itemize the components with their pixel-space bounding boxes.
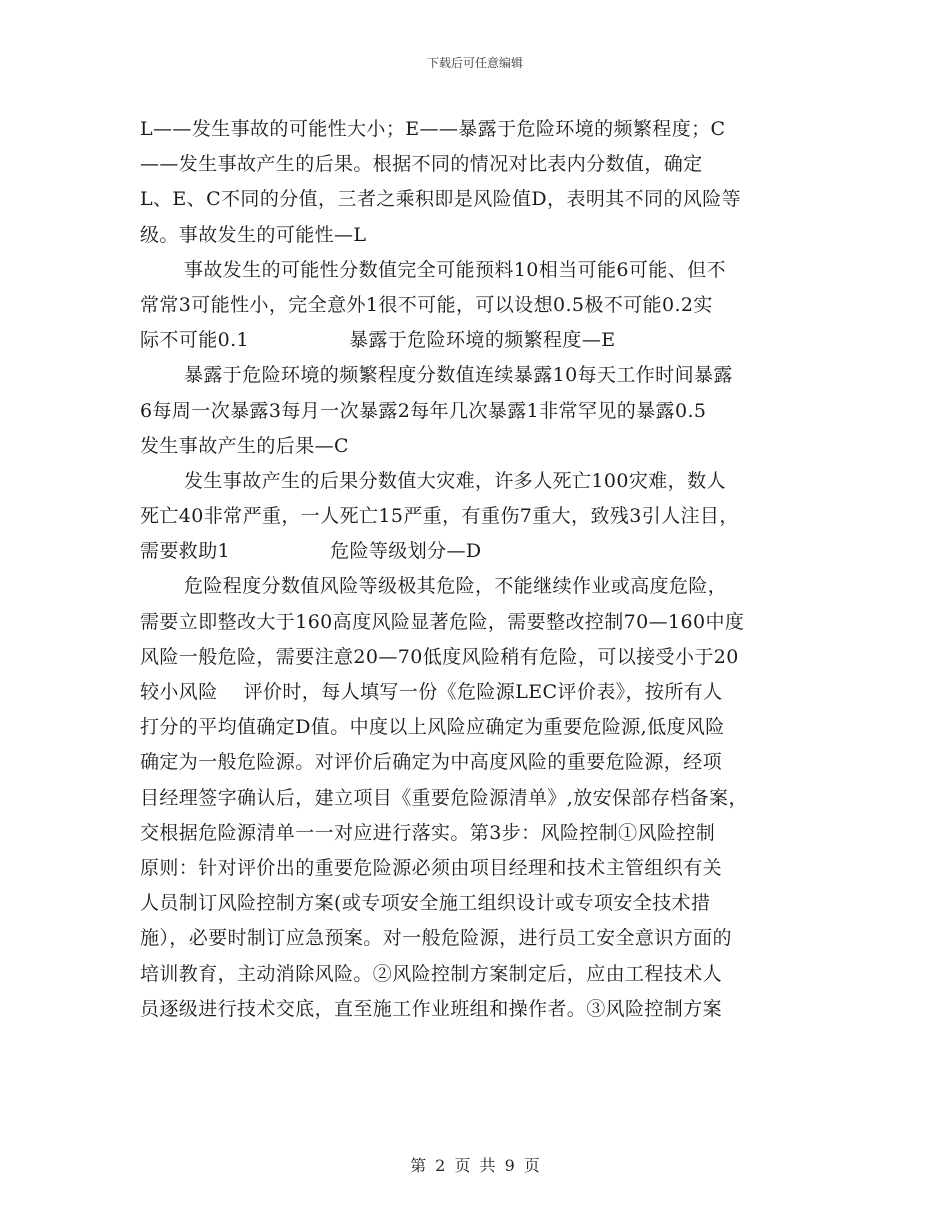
- text-line: [140, 921, 820, 956]
- text-line: [140, 957, 820, 992]
- line-tail-text: 危险等级划分—D: [330, 540, 482, 563]
- text-line: [140, 605, 820, 640]
- line-text: 危险程度分数值风险等级极其危险，不能继续作业或高度危险，: [184, 575, 728, 598]
- line-text: 人员制订风险控制方案(或专项安全施工组织设计或专项安全技术措: [140, 892, 711, 915]
- line-text: 交根据危险源清单一一对应进行落实。第3步：风险控制①风险控制: [140, 821, 716, 844]
- text-line: [140, 640, 820, 675]
- text-line: [140, 394, 820, 429]
- text-line: [140, 147, 820, 182]
- line-text: 需要救助1: [140, 540, 231, 563]
- text-line: [140, 218, 820, 253]
- line-text: 员逐级进行技术交底，直至施工作业班组和操作者。③风险控制方案: [140, 997, 723, 1020]
- line-text: 际不可能0.1: [140, 329, 250, 352]
- line-text: 暴露于危险环境的频繁程度分数值连续暴露10每天工作时间暴露: [184, 364, 733, 387]
- document-body: [140, 112, 820, 1027]
- text-line: [140, 886, 820, 921]
- text-line: [140, 112, 820, 147]
- text-line: [140, 429, 820, 464]
- line-text: L——发生事故的可能性大小；E——暴露于危险环境的频繁程度；C: [140, 118, 726, 140]
- line-tail-text: 暴露于危险环境的频繁程度—E: [349, 329, 616, 352]
- line-tail-text: 评价时，每人填写一份《危险源LEC评价表》，按所有人: [243, 681, 723, 703]
- line-text: 培训教育，主动消除风险。②风险控制方案制定后，应由工程技术人: [140, 962, 723, 985]
- line-text: 发生事故产生的后果—C: [140, 434, 349, 457]
- text-line: [140, 358, 820, 393]
- line-text: 常常3可能性小，完全意外1很不可能，可以设想0.5极不可能0.2实: [140, 293, 713, 316]
- line-text: 需要立即整改大于160高度风险显著危险，需要整改控制70—160中度: [140, 610, 745, 633]
- line-text: 6每周一次暴露3每月一次暴露2每年几次暴露1非常罕见的暴露0.5: [140, 399, 707, 422]
- line-text: L、E、C不同的分值，三者之乘积即是风险值D，表明其不同的风险等: [140, 188, 742, 211]
- line-text: 原则：针对评价出的重要危险源必须由项目经理和技术主管组织有关: [140, 856, 723, 879]
- text-line: [140, 182, 820, 217]
- line-text: 较小风险: [140, 681, 218, 703]
- line-text: 施），必要时制订应急预案。对一般危险源，进行员工安全意识方面的: [140, 927, 732, 950]
- line-text: 风险一般危险，需要注意20—70低度风险稍有危险，可以接受小于20: [140, 645, 739, 668]
- line-text: 级。事故发生的可能性—L: [140, 223, 367, 246]
- text-line: [140, 675, 820, 710]
- text-line: [140, 992, 820, 1027]
- page-footer: 第 2 页 共 9 页: [410, 1156, 540, 1175]
- line-text: 发生事故产生的后果分数值大灾难，许多人死亡100灾难，数人: [184, 469, 726, 492]
- text-line: [140, 851, 820, 886]
- text-line: [140, 253, 820, 288]
- page-header: 下载后可任意编辑: [426, 56, 523, 70]
- line-text: 确定为一般危险源。对评价后确定为中高度风险的重要危险源，经项: [140, 751, 723, 774]
- text-line: [140, 464, 820, 499]
- line-text: 事故发生的可能性分数值完全可能预料10相当可能6可能、但不: [184, 258, 726, 281]
- text-line: [140, 323, 820, 358]
- line-text: 打分的平均值确定D值。中度以上风险应确定为重要危险源,低度风险: [140, 716, 725, 739]
- text-line: [140, 499, 820, 534]
- text-line: [140, 710, 820, 745]
- text-line: [140, 781, 820, 816]
- text-line: [140, 745, 820, 780]
- text-line: [140, 534, 820, 569]
- text-line: [140, 569, 820, 604]
- text-line: [140, 816, 820, 851]
- line-text: ——发生事故产生的后果。根据不同的情况对比表内分数值，确定: [140, 153, 703, 176]
- text-line: [140, 288, 820, 323]
- line-text: 死亡40非常严重，一人死亡15严重，有重伤7重大，致残3引人注目，: [140, 505, 739, 528]
- line-text: 目经理签字确认后，建立项目《重要危险源清单》,放安保部存档备案，: [140, 786, 748, 809]
